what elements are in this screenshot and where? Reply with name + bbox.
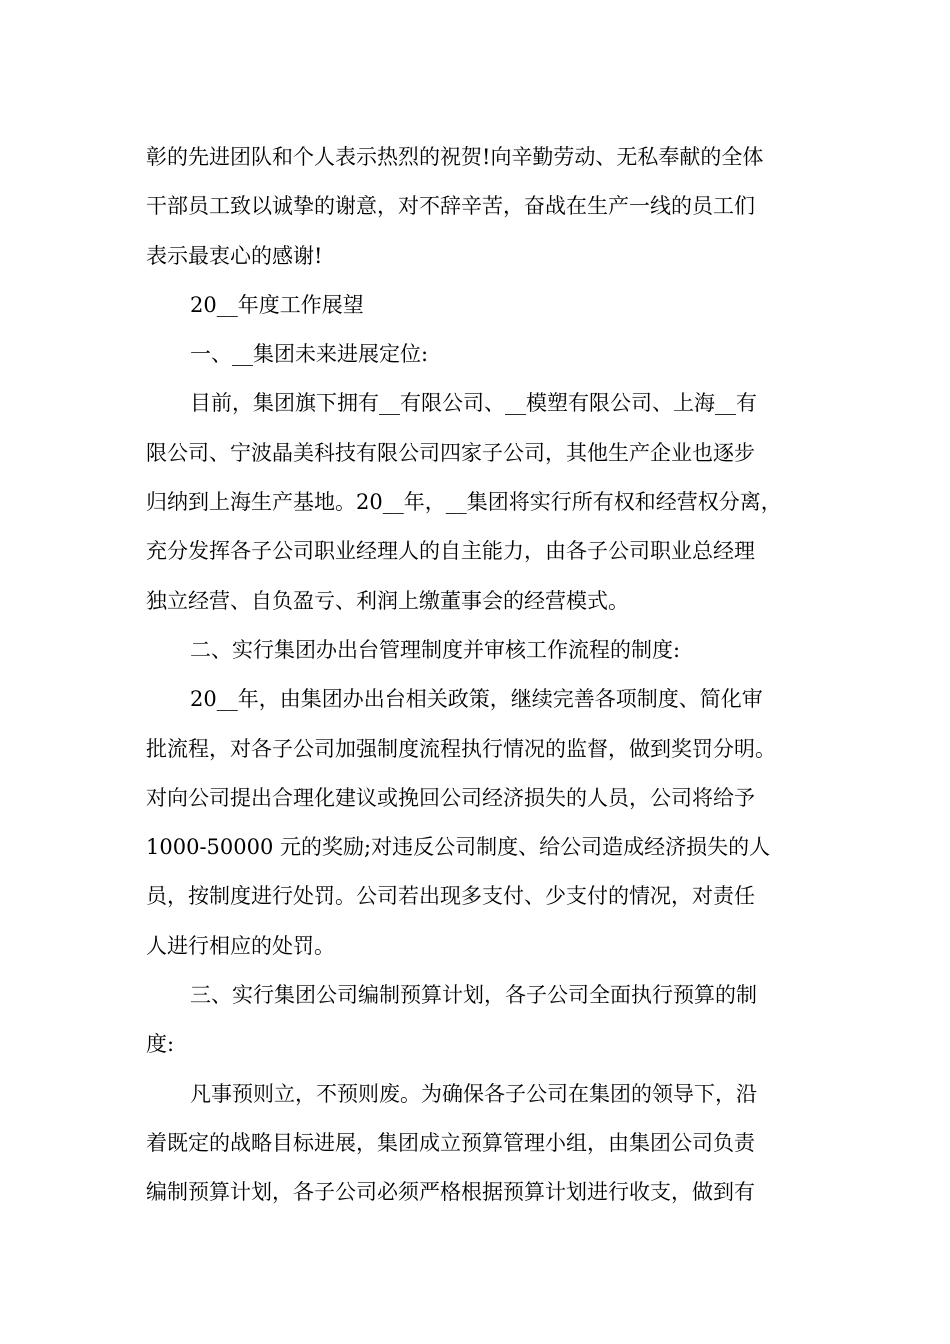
text-line: 人进行相应的处罚。 xyxy=(146,933,335,958)
text-line: 独立经营、自负盈亏、利润上缴董事会的经营模式。 xyxy=(146,588,629,613)
text-line: 编制预算计划，各子公司必须严格根据预算计划进行收支，做到有 xyxy=(146,1180,755,1205)
text-line: 度: xyxy=(146,1032,175,1057)
text-line: 20__年度工作展望 xyxy=(190,292,364,317)
text-line: 表示最衷心的感谢! xyxy=(146,243,323,268)
text-line: 二、实行集团办出台管理制度并审核工作流程的制度: xyxy=(190,637,681,662)
text-line: 批流程，对各子公司加强制度流程执行情况的监督，做到奖罚分明。 xyxy=(146,736,776,761)
text-line: 对向公司提出合理化建议或挽回公司经济损失的人员，公司将给予 xyxy=(146,785,755,810)
body-text xyxy=(146,133,826,1218)
text-line: 凡事预则立，不预则废。为确保各子公司在集团的领导下，沿 xyxy=(190,1081,757,1106)
text-line: 着既定的战略目标进展，集团成立预算管理小组，由集团公司负责 xyxy=(146,1130,755,1155)
text-line: 1000-50000 元的奖励;对违反公司制度、给公司造成经济损失的人 xyxy=(146,835,771,860)
text-line: 充分发挥各子公司职业经理人的自主能力，由各子公司职业总经理 xyxy=(146,539,755,564)
text-line: 限公司、宁波晶美科技有限公司四家子公司，其他生产企业也逐步 xyxy=(146,440,755,465)
text-line: 三、实行集团公司编制预算计划，各子公司全面执行预算的制 xyxy=(190,983,757,1008)
text-line: 归纳到上海生产基地。20__年，__集团将实行所有权和经营权分离， xyxy=(146,490,782,515)
text-line: 彰的先进团队和个人表示热烈的祝贺!向辛勤劳动、无私奉献的全体 xyxy=(146,145,764,169)
text-line: 员，按制度进行处罚。公司若出现多支付、少支付的情况，对责任 xyxy=(146,884,755,909)
text-line: 一、__集团未来进展定位: xyxy=(190,342,429,367)
text-line: 干部员工致以诚挚的谢意，对不辞辛苦，奋战在生产一线的员工们 xyxy=(146,194,755,219)
text-line: 目前，集团旗下拥有__有限公司、__模塑有限公司、上海__有 xyxy=(190,391,757,416)
text-line: 20__年，由集团办出台相关政策，继续完善各项制度、简化审 xyxy=(190,687,763,712)
